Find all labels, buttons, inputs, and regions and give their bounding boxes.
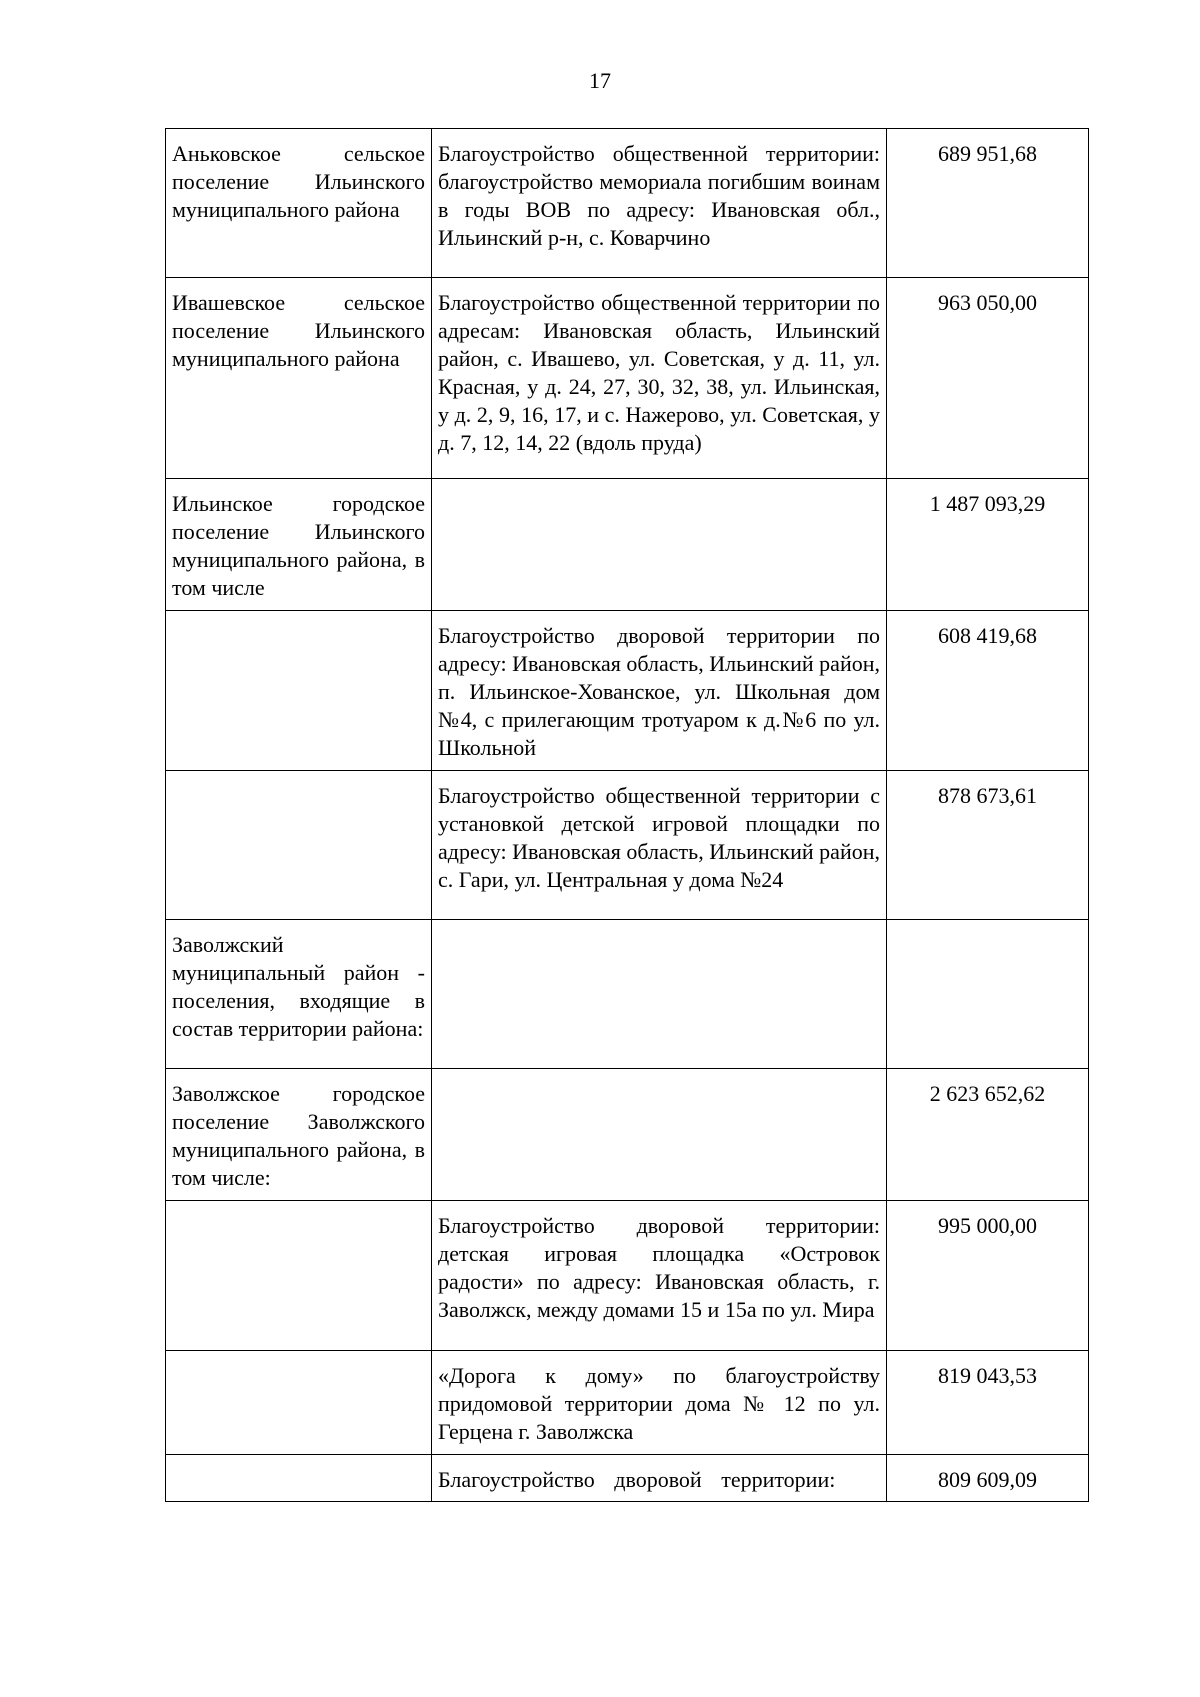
amount-cell: 819 043,53	[887, 1351, 1089, 1455]
municipality-cell: Ивашевское сельское поселение Ильинского муниципального района	[166, 278, 432, 479]
amount-cell: 1 487 093,29	[887, 479, 1089, 611]
table-row	[166, 920, 1089, 1069]
description-cell: Благоустройство общественной территории по адресам: Ивановская область, Ильинский район, с. Ивашево, ул. Советская, у д. 11, ул. Красная, у д. 24, 27, 30, 32, 38, ул. Ильинская, у д. 2, 9, 16, 17, и с. Нажерово, ул. Советская, у д. 7, 12, 14, 22 (вдоль пруда)	[432, 278, 887, 479]
amount-cell: 2 623 652,62	[887, 1069, 1089, 1201]
funding-table	[165, 128, 1089, 1502]
municipality-cell	[166, 611, 432, 771]
page-number: 17	[589, 68, 611, 93]
amount-cell: 878 673,61	[887, 771, 1089, 920]
amount-cell: 995 000,00	[887, 1201, 1089, 1351]
amount-cell: 689 951,68	[887, 129, 1089, 278]
municipality-cell	[166, 1351, 432, 1455]
municipality-cell: Заволжский муниципальный район - поселения, входящие в состав территории района:	[166, 920, 432, 1069]
municipality-cell: Аньковское сельское поселение Ильинского муниципального района	[166, 129, 432, 278]
table-row	[166, 1069, 1089, 1201]
description-cell: Благоустройство общественной территории с установкой детской игровой площадки по адресу: Ивановская область, Ильинский район, с. Гари, ул. Центральная у дома №24	[432, 771, 887, 920]
amount-cell: 608 419,68	[887, 611, 1089, 771]
table-row	[166, 479, 1089, 611]
description-cell	[432, 1069, 887, 1201]
municipality-cell	[166, 1201, 432, 1351]
table-row	[166, 278, 1089, 479]
table-row	[166, 611, 1089, 771]
municipality-cell: Заволжское городское поселение Заволжского муниципального района, в том числе:	[166, 1069, 432, 1201]
description-cell	[432, 920, 887, 1069]
description-cell: Благоустройство дворовой территории:	[432, 1455, 887, 1502]
description-cell	[432, 479, 887, 611]
table-row	[166, 771, 1089, 920]
municipality-cell	[166, 771, 432, 920]
amount-cell	[887, 920, 1089, 1069]
description-cell: Благоустройство дворовой территории по адресу: Ивановская область, Ильинский район, п. Ильинское-Хованское, ул. Школьная дом №4, с прилегающим тротуаром к д.№6 по ул. Школьной	[432, 611, 887, 771]
table-row	[166, 1351, 1089, 1455]
amount-cell: 963 050,00	[887, 278, 1089, 479]
description-cell: «Дорога к дому» по благоустройству придомовой территории дома № 12 по ул. Герцена г. Заволжска	[432, 1351, 887, 1455]
table-row	[166, 129, 1089, 278]
description-cell: Благоустройство дворовой территории: детская игровая площадка «Островок радости» по адресу: Ивановская область, г. Заволжск, между домами 15 и 15а по ул. Мира	[432, 1201, 887, 1351]
table-row	[166, 1201, 1089, 1351]
amount-cell: 809 609,09	[887, 1455, 1089, 1502]
table-row	[166, 1455, 1089, 1502]
municipality-cell: Ильинское городское поселение Ильинского муниципального района, в том числе	[166, 479, 432, 611]
municipality-cell	[166, 1455, 432, 1502]
description-cell: Благоустройство общественной территории: благоустройство мемориала погибшим воинам в годы ВОВ по адресу: Ивановская обл., Ильинский р-н, с. Коварчино	[432, 129, 887, 278]
